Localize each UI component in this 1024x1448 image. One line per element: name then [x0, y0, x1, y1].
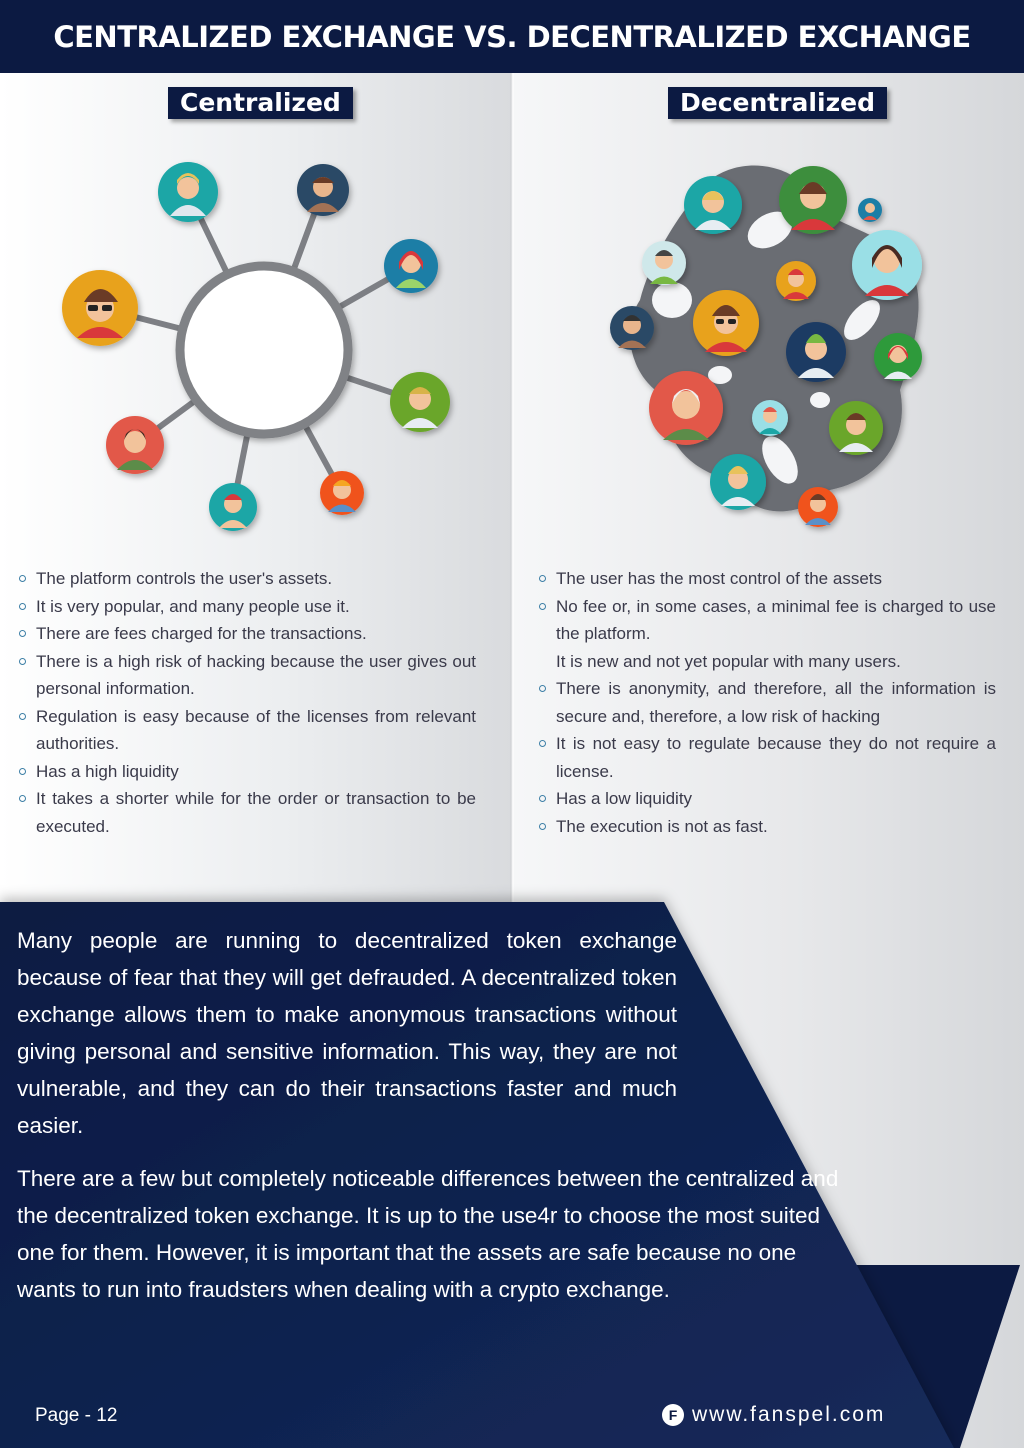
- decentralized-network-illustration: [580, 150, 980, 550]
- list-item: It takes a shorter while for the order or transaction to be executed.: [18, 785, 476, 840]
- website-link[interactable]: [662, 1403, 885, 1427]
- body-paragraph-2: There are a few but completely noticeable differences between the centralized and the decentralized token exchange. It is up to the use4r to choose the most suited one for them. However, it is important that the assets are safe because no one wants to run into fraudsters when dealing with a crypto exchange.: [17, 1166, 839, 1302]
- list-item: Has a low liquidity: [538, 785, 996, 813]
- list-item: There are fees charged for the transactions.: [18, 620, 476, 648]
- page-number: Page - 12: [35, 1405, 118, 1426]
- body-paragraph-1: Many people are running to decentralized token exchange because of fear that they will get defrauded. A decentralized token exchange allows them to make anonymous transactions without giving personal and sensitive information. This way, they are not vulnerable, and they can do their transactions faster and much easier.: [17, 928, 677, 1138]
- decentralized-features-list: [538, 565, 996, 840]
- list-item: No fee or, in some cases, a minimal fee is charged to use the platform.: [538, 593, 996, 648]
- list-item: It is not easy to regulate because they do not require a license.: [538, 730, 996, 785]
- column-divider: [510, 73, 514, 903]
- page-title: CENTRALIZED EXCHANGE VS. DECENTRALIZED EXCHANGE: [53, 19, 971, 54]
- list-item: It is new and not yet popular with many users.: [556, 651, 901, 671]
- list-item: There is anonymity, and therefore, all the information is secure and, therefore, a low risk of hacking: [538, 675, 996, 730]
- list-item: The user has the most control of the assets: [538, 565, 996, 593]
- list-item: It is very popular, and many people use it.: [18, 593, 476, 621]
- decentralized-heading: Decentralized: [668, 87, 887, 119]
- page-header: [0, 0, 1024, 73]
- list-item: The execution is not as fast.: [538, 813, 996, 841]
- website-url: www.fanspel.com: [692, 1403, 886, 1426]
- list-item: Regulation is easy because of the licenses from relevant authorities.: [18, 703, 476, 758]
- centralized-features-list: [18, 565, 476, 840]
- centralized-network-illustration: [40, 150, 480, 550]
- list-item: The platform controls the user's assets.: [18, 565, 476, 593]
- fanspel-logo-icon: F: [662, 1404, 684, 1426]
- list-item: There is a high risk of hacking because the user gives out personal information.: [18, 648, 476, 703]
- centralized-heading: Centralized: [168, 87, 353, 119]
- list-item: Has a high liquidity: [18, 758, 476, 786]
